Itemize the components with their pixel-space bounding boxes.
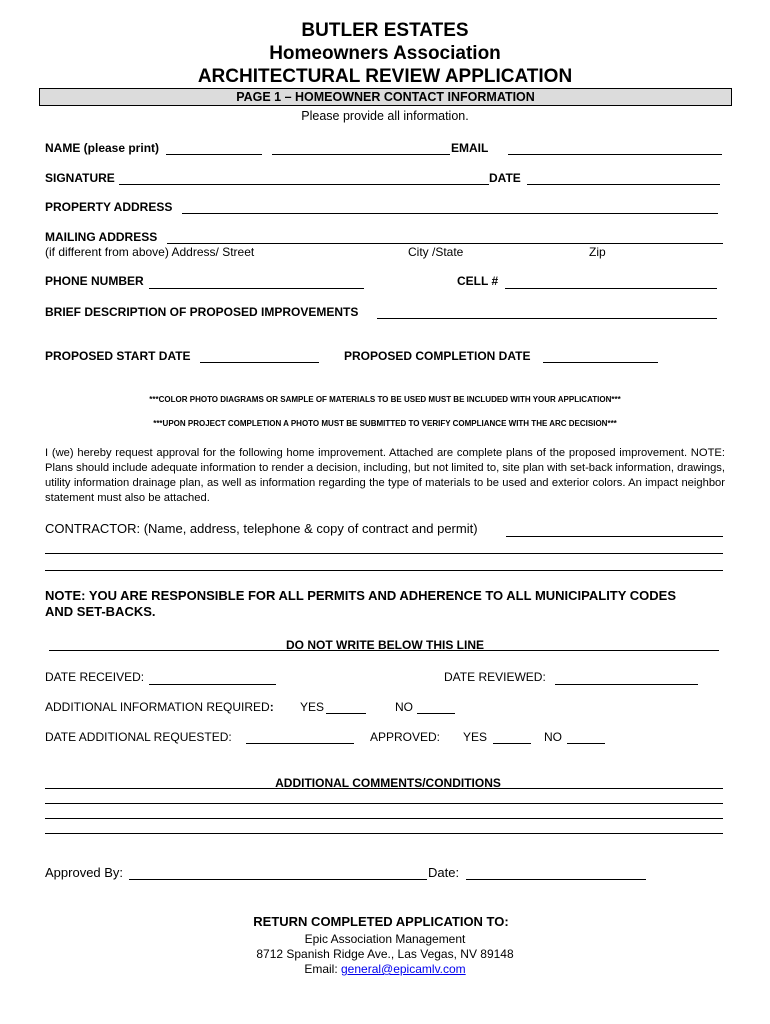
description-field[interactable] [377,318,717,319]
date-received-label: DATE RECEIVED: [45,670,145,684]
start-date-label: PROPOSED START DATE [45,349,191,363]
approved-no-label: NO [544,730,562,744]
date-label: DATE [489,171,521,185]
additional-info-colon: : [269,700,274,714]
additional-info-text: ADDITIONAL INFORMATION REQUIRED [45,700,270,714]
cell-field[interactable] [505,288,717,289]
completion-date-label: PROPOSED COMPLETION DATE [344,349,531,363]
name-label: NAME (please print) [45,141,160,155]
email-field[interactable] [508,154,722,155]
contractor-field[interactable] [506,536,723,537]
completion-date-field[interactable] [543,362,658,363]
approved-no-field[interactable] [567,743,605,744]
city-state-hint: City /State [408,245,464,259]
additional-info-yes-label: YES [300,700,325,714]
email-prefix: Email: [304,962,341,976]
additional-info-yes-field[interactable] [326,713,366,714]
description-label: BRIEF DESCRIPTION OF PROPOSED IMPROVEMENTS [45,305,359,319]
name-field[interactable] [166,154,262,155]
approval-date-label: Date: [428,865,460,880]
mailing-address-label: MAILING ADDRESS [45,230,158,244]
comments-label: ADDITIONAL COMMENTS/CONDITIONS [275,776,501,790]
contractor-line-2[interactable] [45,553,723,554]
approved-yes-field[interactable] [493,743,531,744]
property-address-field[interactable] [182,213,718,214]
return-label: RETURN COMPLETED APPLICATION TO: [253,914,509,929]
name-field-continued[interactable] [272,154,450,155]
comments-line-2[interactable] [45,803,723,804]
do-not-write-label: DO NOT WRITE BELOW THIS LINE [286,638,484,652]
additional-info-no-label: NO [395,700,413,714]
date-reviewed-label: DATE REVIEWED: [444,670,546,684]
mailing-address-field[interactable] [167,243,723,244]
email-link[interactable]: general@epicamlv.com [341,962,466,976]
approved-yes-label: YES [463,730,488,744]
date-reviewed-field[interactable] [555,684,698,685]
signature-label: SIGNATURE [45,171,115,185]
permits-note: NOTE: YOU ARE RESPONSIBLE FOR ALL PERMITS AND ADHERENCE TO ALL MUNICIPALITY CODES AND SET-BACKS. [45,588,677,619]
request-paragraph: I (we) hereby request approval for the following home improvement. Attached are complete plans of the proposed improvement. NOTE: Plans should include adequate information to render a decision, including, but not limited to, site plan with set-back information, drawings, utility information drainage plan, as well as information regarding the type of materials to be used and exterior colors. An impact neighbor statement must also be attached. [45,447,725,504]
date-received-field[interactable] [149,684,276,685]
approval-date-field[interactable] [466,879,646,880]
form-title: ARCHITECTURAL REVIEW APPLICATION [197,66,573,87]
cell-label: CELL # [457,274,499,288]
date-field[interactable] [527,184,720,185]
start-date-field[interactable] [200,362,319,363]
approved-by-label: Approved By: [45,865,124,880]
instruction-text: Please provide all information. [301,109,469,123]
comments-line-3[interactable] [45,818,723,819]
comments-line-4[interactable] [45,833,723,834]
phone-label: PHONE NUMBER [45,274,144,288]
photo-note: ***COLOR PHOTO DIAGRAMS OR SAMPLE OF MATERIALS TO BE USED MUST BE INCLUDED WITH YOUR APPLICATION*** [149,395,621,404]
mailing-address-hint: (if different from above) Address/ Street [45,245,255,259]
hoa-subtitle: Homeowners Association [269,43,501,64]
zip-hint: Zip [589,245,606,259]
page-banner: PAGE 1 – HOMEOWNER CONTACT INFORMATION [39,88,732,106]
signature-field[interactable] [119,184,489,185]
email-label: EMAIL [451,141,489,155]
date-additional-requested-field[interactable] [246,743,354,744]
additional-info-label [45,700,274,714]
company-address: 8712 Spanish Ridge Ave., Las Vegas, NV 89148 [256,947,514,961]
date-additional-requested-label: DATE ADDITIONAL REQUESTED: [45,730,232,744]
phone-field[interactable] [149,288,364,289]
additional-info-no-field[interactable] [417,713,455,714]
company-name: Epic Association Management [304,932,466,946]
hoa-name: BUTLER ESTATES [301,20,469,41]
approved-by-field[interactable] [129,879,427,880]
company-email-line [0,962,770,976]
completion-photo-note: ***UPON PROJECT COMPLETION A PHOTO MUST BE SUBMITTED TO VERIFY COMPLIANCE WITH THE ARC DECISION*** [153,419,617,428]
contractor-line-3[interactable] [45,570,723,571]
property-address-label: PROPERTY ADDRESS [45,200,173,214]
contractor-label: CONTRACTOR: (Name, address, telephone & copy of contract and permit) [45,521,478,536]
approved-label: APPROVED: [370,730,441,744]
